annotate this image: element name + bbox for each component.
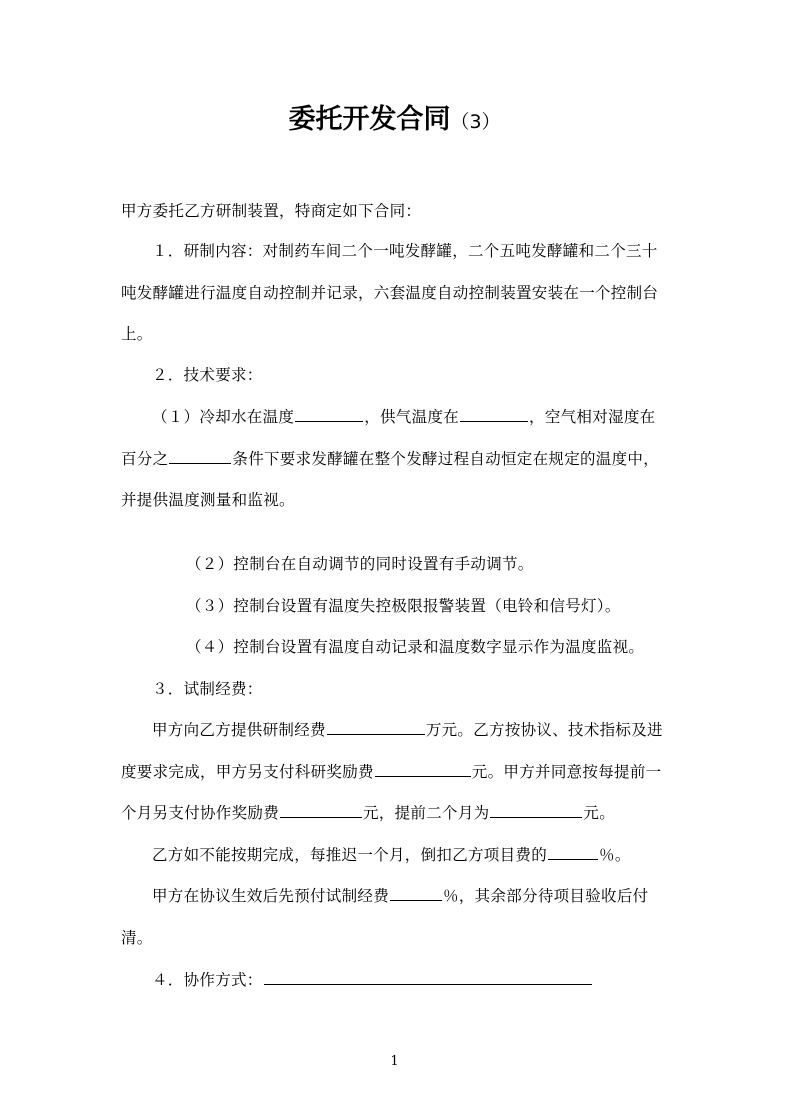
clause-1-line-3 — [121, 321, 153, 347]
text-segment: ，空气相对湿度在 — [529, 408, 656, 426]
text-segment: 条件下要求发酵罐在整个发酵过程自动恒定在规定的温度中， — [232, 450, 660, 468]
text-segment: ４．协作方式： — [152, 971, 263, 989]
clause-2-item-1-line-1 — [152, 404, 655, 430]
text-segment: （３）控制台设置有温度失控极限报警装置（电铃和信号灯）。 — [186, 597, 621, 615]
page-number: 1 — [390, 1054, 399, 1069]
clause-2-heading-text: ２．技术要求： — [152, 366, 263, 384]
clause-2-item-2 — [186, 551, 534, 577]
clause-2-item-1-line-2 — [121, 446, 659, 472]
fill-blank[interactable] — [169, 447, 231, 464]
clause-1-text-end: 上。 — [121, 325, 153, 343]
fill-blank[interactable] — [295, 405, 363, 422]
clause-3-line-5 — [152, 883, 648, 909]
fill-blank[interactable] — [390, 884, 442, 901]
clause-3-line-2 — [121, 759, 661, 785]
text-segment: （４）控制台设置有温度自动记录和温度数字显示作为温度监视。 — [186, 638, 645, 656]
fill-blank[interactable] — [375, 760, 471, 777]
clause-2-item-4 — [186, 634, 644, 660]
clause-1-line-1 — [152, 238, 658, 264]
clause-4-line — [152, 967, 593, 993]
fill-blank[interactable] — [548, 843, 598, 860]
text-segment: 清。 — [121, 929, 153, 947]
clause-2-item-1-line-3 — [121, 487, 295, 513]
clause-3-heading — [152, 676, 263, 702]
fill-blank[interactable] — [490, 801, 582, 818]
fill-blank[interactable] — [280, 801, 362, 818]
fill-blank[interactable] — [264, 968, 592, 985]
title-number: （3） — [450, 111, 501, 133]
text-segment: 万元。乙方按协议、技术指标及进 — [425, 721, 663, 739]
fill-blank[interactable] — [327, 718, 425, 735]
clause-2-heading — [152, 362, 263, 388]
text-segment: （１）冷却水在温度 — [152, 408, 295, 426]
clause-1-text-cont: 吨发酵罐进行温度自动控制并记录，六套温度自动控制装置安装在一个控制台 — [121, 284, 659, 302]
clause-1-text: １．研制内容：对制药车间二个一吨发酵罐，二个五吨发酵罐和二个三十 — [152, 242, 658, 260]
clause-3-line-3 — [121, 800, 615, 826]
text-segment: ％，其余部分待项目验收后付 — [443, 887, 649, 905]
text-segment: 度要求完成，甲方另支付科研奖励费 — [121, 763, 374, 781]
clause-2-item-3 — [186, 593, 621, 619]
text-segment: 个月另支付协作奖励费 — [121, 804, 280, 822]
clause-3-line-1 — [152, 717, 663, 743]
fill-blank[interactable] — [460, 405, 528, 422]
text-segment: 元。甲方并同意按每提前一 — [471, 763, 662, 781]
text-segment: 并提供温度测量和监视。 — [121, 491, 295, 509]
text-segment: ，供气温度在 — [364, 408, 460, 426]
text-segment: （２）控制台在自动调节的同时设置有手动调节。 — [186, 555, 534, 573]
title-text: 委托开发合同 — [288, 104, 451, 135]
text-segment: 百分之 — [121, 450, 169, 468]
text-segment: 甲方在协议生效后先预付试制经费 — [152, 887, 390, 905]
text-segment: 甲方向乙方提供研制经费 — [152, 721, 326, 739]
text-segment: 乙方如不能按期完成，每推迟一个月，倒扣乙方项目费的 — [152, 846, 548, 864]
intro-text: 甲方委托乙方研制装置，特商定如下合同： — [121, 202, 422, 220]
clause-3-line-6 — [121, 925, 153, 951]
clause-3-line-4 — [152, 842, 631, 868]
clause-3-heading-text: ３．试制经费： — [152, 680, 263, 698]
intro-line — [121, 198, 421, 224]
text-segment: ％。 — [599, 846, 631, 864]
document-title — [0, 100, 789, 142]
text-segment: 元，提前二个月为 — [363, 804, 490, 822]
text-segment: 元。 — [583, 804, 616, 822]
clause-1-line-2 — [121, 280, 658, 306]
